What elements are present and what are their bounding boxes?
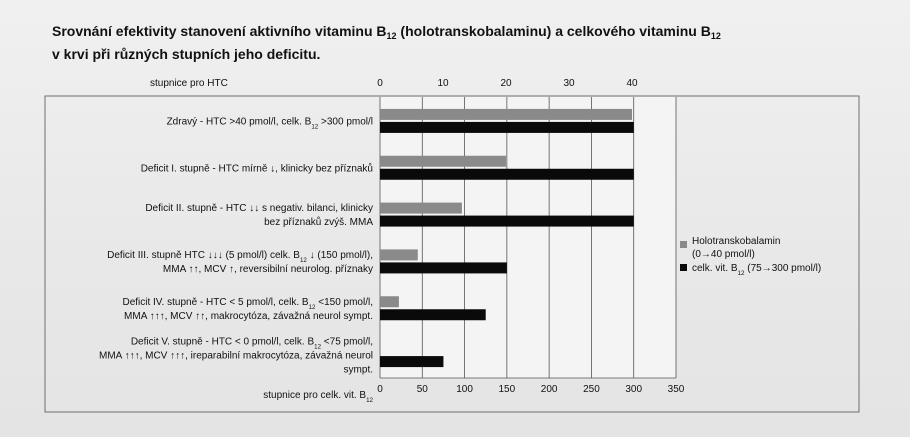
category-label-5-line-1 [99, 351, 373, 362]
category-label-5-line-0-seg-0: Deficit V. stupně - HTC < 0 pmol/l, celk. B [130, 336, 315, 348]
title-line1-sub2: 12 [710, 31, 721, 41]
title-line2: v krvi při různých stupních jeho deficitu. [52, 46, 321, 62]
category-label-4-line-0-seg-0: Deficit IV. stupně - HTC < 5 pmol/l, celk. B [122, 296, 309, 308]
top-tick-label-4: 40 [626, 78, 638, 89]
title-line1-part2: (holotranskobalaminu) a celkového vitaminu B [396, 23, 711, 39]
bar-htc-2 [380, 203, 462, 214]
top-axis-label-seg-0: stupnice pro HTC [150, 78, 228, 89]
legend-label-total-b12-line-0-seg-2: (75→300 pmol/l) [744, 263, 822, 274]
legend-label-total-b12-line-0-seg-1: 12 [737, 269, 745, 277]
plot-area [380, 97, 676, 378]
category-label-0-line-0-seg-0: Zdravý - HTC >40 pmol/l, celk. B [166, 116, 312, 128]
bottom-tick-label-3: 150 [498, 384, 516, 395]
title-line1-sub1: 12 [386, 31, 397, 41]
bar-htc-4 [380, 296, 399, 307]
legend-swatch-total-b12 [680, 264, 687, 271]
category-label-5-line-1-seg-0: MMA ↑↑↑, MCV ↑↑↑, ireparabilní makrocytóza, závažná neurol [99, 350, 373, 362]
bottom-tick-label-5: 250 [583, 384, 600, 395]
title-line1-part1: Srovnání efektivity stanovení aktivního vitaminu B [52, 23, 387, 39]
bottom-tick-label-6: 300 [625, 384, 643, 395]
category-label-2-line-1 [264, 216, 373, 228]
category-label-3-line-0 [107, 250, 373, 264]
bar-total-b12-1 [380, 169, 634, 180]
legend-label-htc-line-1 [692, 249, 755, 260]
legend-swatch-htc [680, 241, 687, 248]
category-label-2-line-1-seg-0: bez příznaků zvýš. MMA [264, 217, 373, 229]
legend-label-total-b12-line-0 [692, 263, 821, 277]
category-label-4-line-0 [122, 297, 373, 311]
bar-total-b12-3 [380, 262, 507, 273]
legend-label-total-b12-line-0-seg-0: celk. vit. B [692, 263, 738, 274]
top-tick-label-0: 0 [377, 78, 383, 89]
bottom-tick-label-1: 50 [416, 384, 428, 395]
bar-htc-1 [380, 156, 506, 167]
bar-total-b12-2 [380, 216, 634, 227]
category-label-3-line-0-seg-0: Deficit III. stupně HTC ↓↓↓ (5 pmol/l) celk. B [107, 249, 300, 261]
category-label-5-line-2-seg-0: sympt. [343, 364, 373, 376]
category-label-5-line-0-seg-2: <75 pmol/l, [321, 336, 373, 348]
bar-htc-3 [380, 249, 418, 260]
category-label-3-line-1 [163, 264, 373, 275]
category-label-5-line-0-seg-1: 12 [314, 343, 322, 351]
legend-label-htc-line-1-seg-0: (0→40 pmol/l) [692, 249, 755, 260]
category-label-1-line-0 [141, 162, 373, 174]
category-label-4-line-0-seg-2: <150 pmol/l, [315, 296, 373, 308]
bottom-axis-label-seg-0: stupnice pro celk. vit. B [263, 390, 367, 401]
category-label-3-line-1-seg-0: MMA ↑↑, MCV ↑, reversibilní neurolog. příznaky [162, 263, 373, 275]
category-label-3-line-0-seg-1: 12 [299, 256, 307, 264]
top-tick-label-3: 30 [563, 78, 575, 89]
bottom-axis-label [263, 390, 373, 404]
category-label-4-line-0-seg-1: 12 [308, 303, 316, 311]
category-label-0-line-0-seg-2: >300 pmol/l [318, 116, 373, 128]
bar-total-b12-0 [380, 122, 634, 133]
bottom-tick-label-2: 100 [456, 384, 473, 395]
bottom-tick-label-0: 0 [377, 384, 383, 395]
bottom-tick-label-7: 350 [667, 384, 685, 395]
category-label-0-line-0-seg-1: 12 [311, 122, 319, 130]
category-label-1-line-0-seg-0: Deficit I. stupně - HTC mírně ↓, klinicky bez příznaků [140, 163, 373, 175]
top-axis-label [150, 78, 228, 89]
category-label-3-line-0-seg-2: ↓ (150 pmol/l), [306, 249, 373, 261]
bottom-tick-label-4: 200 [540, 384, 558, 395]
top-tick-label-2: 20 [500, 78, 512, 89]
category-label-4-line-1 [124, 311, 373, 322]
category-label-5-line-2 [344, 365, 373, 376]
bar-total-b12-4 [380, 309, 486, 320]
category-label-4-line-1-seg-0: MMA ↑↑↑, MCV ↑↑, makrocytóza, závažná neurol sympt. [124, 310, 373, 322]
top-tick-label-1: 10 [437, 78, 449, 89]
bottom-axis-label-seg-1: 12 [366, 396, 373, 404]
bar-htc-0 [380, 109, 632, 120]
legend-label-htc-line-0-seg-0: Holotranskobalamin [692, 236, 781, 247]
category-label-0-line-0 [167, 116, 373, 129]
category-label-2-line-0 [145, 203, 373, 214]
category-label-2-line-0-seg-0: Deficit II. stupně - HTC ↓↓ s negativ. bilanci, klinicky [145, 203, 373, 215]
legend-label-htc-line-0 [692, 236, 780, 247]
bar-total-b12-5 [380, 356, 443, 367]
category-label-5-line-0 [131, 337, 373, 351]
